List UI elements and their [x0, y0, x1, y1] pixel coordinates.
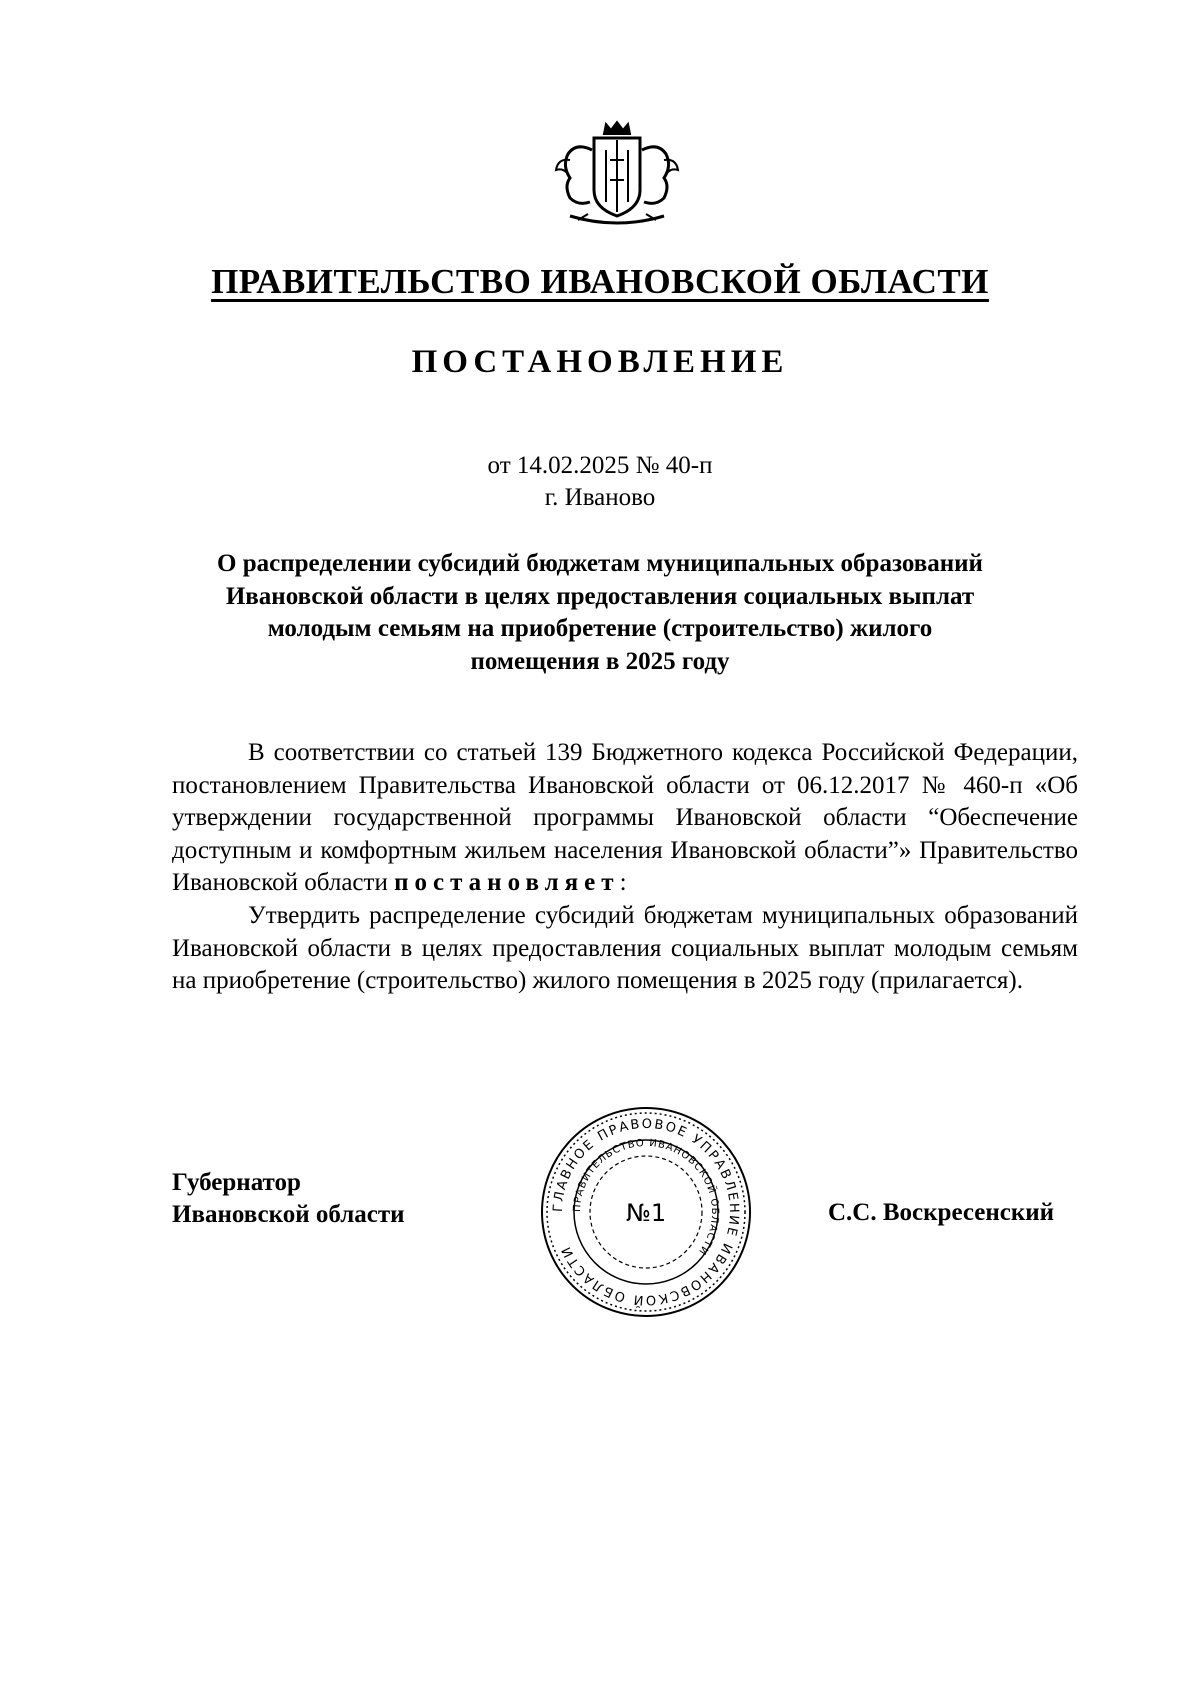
document-type-heading: ПОСТАНОВЛЕНИЕ	[411, 344, 789, 380]
resolution-paragraph: Утвердить распределение субсидий бюджетам муниципальных образований Ивановской области в целях предоставления социальных выплат молодым семьям на приобретение (строительство) жилого помещения в 2025 году (прилагается).	[172, 901, 1078, 995]
signatory-position	[172, 1167, 405, 1231]
signatory-name: С.С. Воскресенский	[828, 1199, 1055, 1226]
decree-word: постановляет	[394, 869, 620, 897]
document-subject	[170, 548, 1030, 678]
subject-line: Ивановской области в целях предоставления социальных выплат	[225, 582, 975, 610]
document-date-number: от 14.02.2025 № 40-п	[487, 452, 713, 479]
preamble-text: В соответствии со статьей 139 Бюджетного кодекса Российской Федерации, постановлением Правительства Ивановской области от 06.12.2017 № 460-п «Об утверждении государственной программы Ивановской области “Обеспечение доступным и комфортным жильем населения Ивановской области”» Правительство Ивановской области	[172, 739, 1078, 897]
organization-title-text: ПРАВИТЕЛЬСТВО ИВАНОВСКОЙ ОБЛАСТИ	[211, 262, 989, 301]
signatory-position-line: Ивановской области	[172, 1201, 405, 1228]
subject-line: помещения в 2025 году	[470, 647, 730, 675]
seal-ring-text: ГЛАВНОЕ ПРАВОВОЕ УПРАВЛЕНИЕ ИВАНОВСКОЙ ОБЛАСТИ	[550, 1116, 742, 1308]
document-body	[172, 737, 1078, 998]
document-city: г. Иваново	[544, 484, 656, 511]
preamble-paragraph	[172, 737, 1078, 900]
signatory-position-line: Губернатор	[172, 1169, 301, 1196]
seal-center-number: №1	[625, 1199, 667, 1227]
seal-inner-ring-text: ПРАВИТЕЛЬСТВО ИВАНОВСКОЙ ОБЛАСТИ	[571, 1137, 721, 1257]
decree-colon: :	[619, 869, 627, 897]
subject-line: О распределении субсидий бюджетам муниципальных образований	[217, 550, 983, 577]
official-seal	[538, 1104, 754, 1320]
organization-title	[0, 262, 1200, 302]
coat-of-arms-icon	[548, 120, 686, 232]
subject-line: молодым семьям на приобретение (строительство) жилого	[267, 615, 933, 642]
